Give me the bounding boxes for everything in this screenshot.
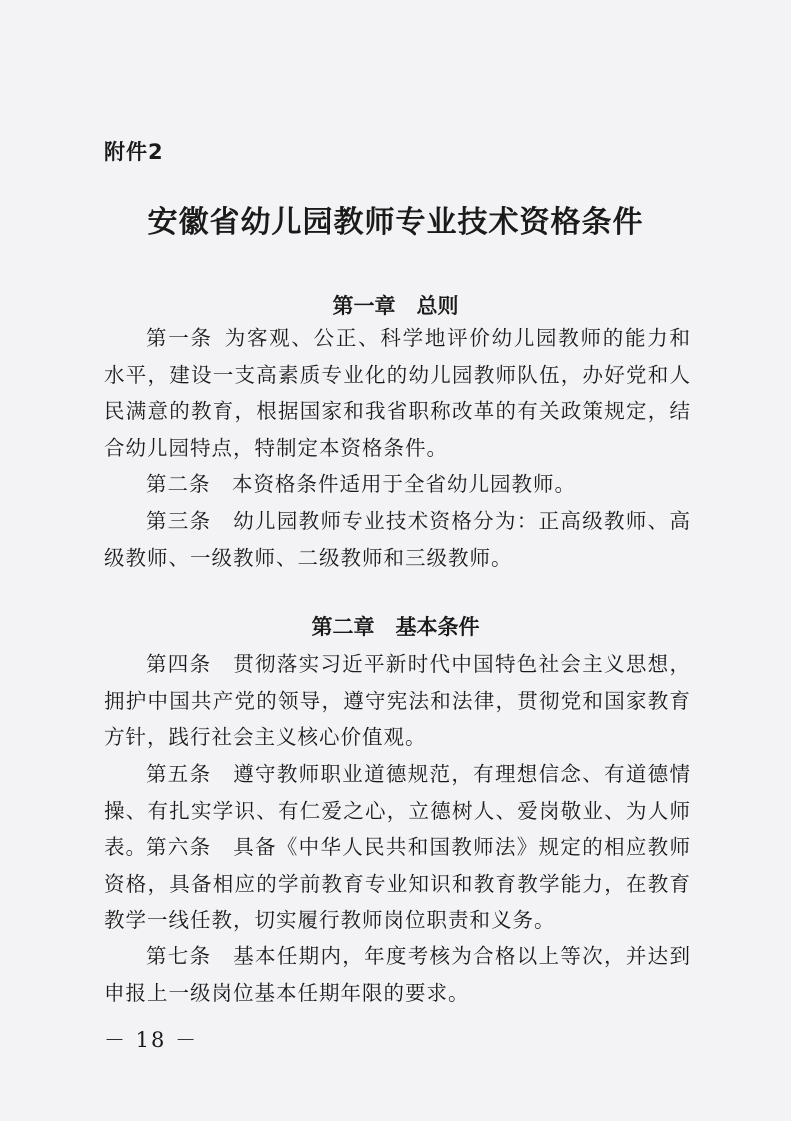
article-text: 本资格条件适用于全省幼儿园教师。 (232, 472, 576, 496)
article-4 (104, 646, 691, 756)
article-6 (104, 829, 691, 939)
article-label: 第一条 (146, 326, 213, 350)
article-label: 第五条 (146, 762, 212, 786)
article-text: 基本任期内，年度考核为合格以上等次，并达到申报上一级岗位基本任期年限的要求。 (104, 944, 691, 1005)
article-text: 贯彻落实习近平新时代中国特色社会主义思想，拥护中国共产党的领导，遵守宪法和法律，贯彻党和国家教育方针，践行社会主义核心价值观。 (104, 652, 691, 749)
article-label: 第六条 (146, 835, 212, 859)
article-text: 具备《中华人民共和国教师法》规定的相应教师资格，具备相应的学前教育专业知识和教育教学能力，在教育教学一线任教，切实履行教师岗位职责和义务。 (104, 835, 691, 932)
article-text: 遵守教师职业道德规范，有理想信念、有道德情操、有扎实学识、有仁爱之心，立德树人、爱岗敬业、为人师表。 (104, 762, 691, 859)
page-number: － 18 － (104, 1028, 199, 1052)
article-label: 第四条 (146, 652, 212, 676)
article-1 (104, 320, 691, 466)
document-title: 安徽省幼儿园教师专业技术资格条件 (147, 205, 644, 240)
chapter-heading-1: 第一章 总则 (332, 294, 459, 318)
article-label: 第三条 (146, 509, 212, 533)
chapter-heading-2: 第二章 基本条件 (311, 615, 480, 639)
article-label: 第二条 (146, 472, 211, 496)
article-7 (104, 938, 691, 1011)
article-3 (104, 503, 691, 576)
article-text: 为客观、公正、科学地评价幼儿园教师的能力和水平，建设一支高素质专业化的幼儿园教师队伍，办好党和人民满意的教育，根据国家和我省职称改革的有关政策规定，结合幼儿园特点，特制定本资格条件。 (104, 326, 691, 460)
article-label: 第七条 (146, 944, 212, 968)
attachment-label: 附件2 (104, 140, 164, 164)
article-text: 幼儿园教师专业技术资格分为：正高级教师、高级教师、一级教师、二级教师和三级教师。 (104, 509, 691, 570)
article-2 (104, 466, 691, 503)
